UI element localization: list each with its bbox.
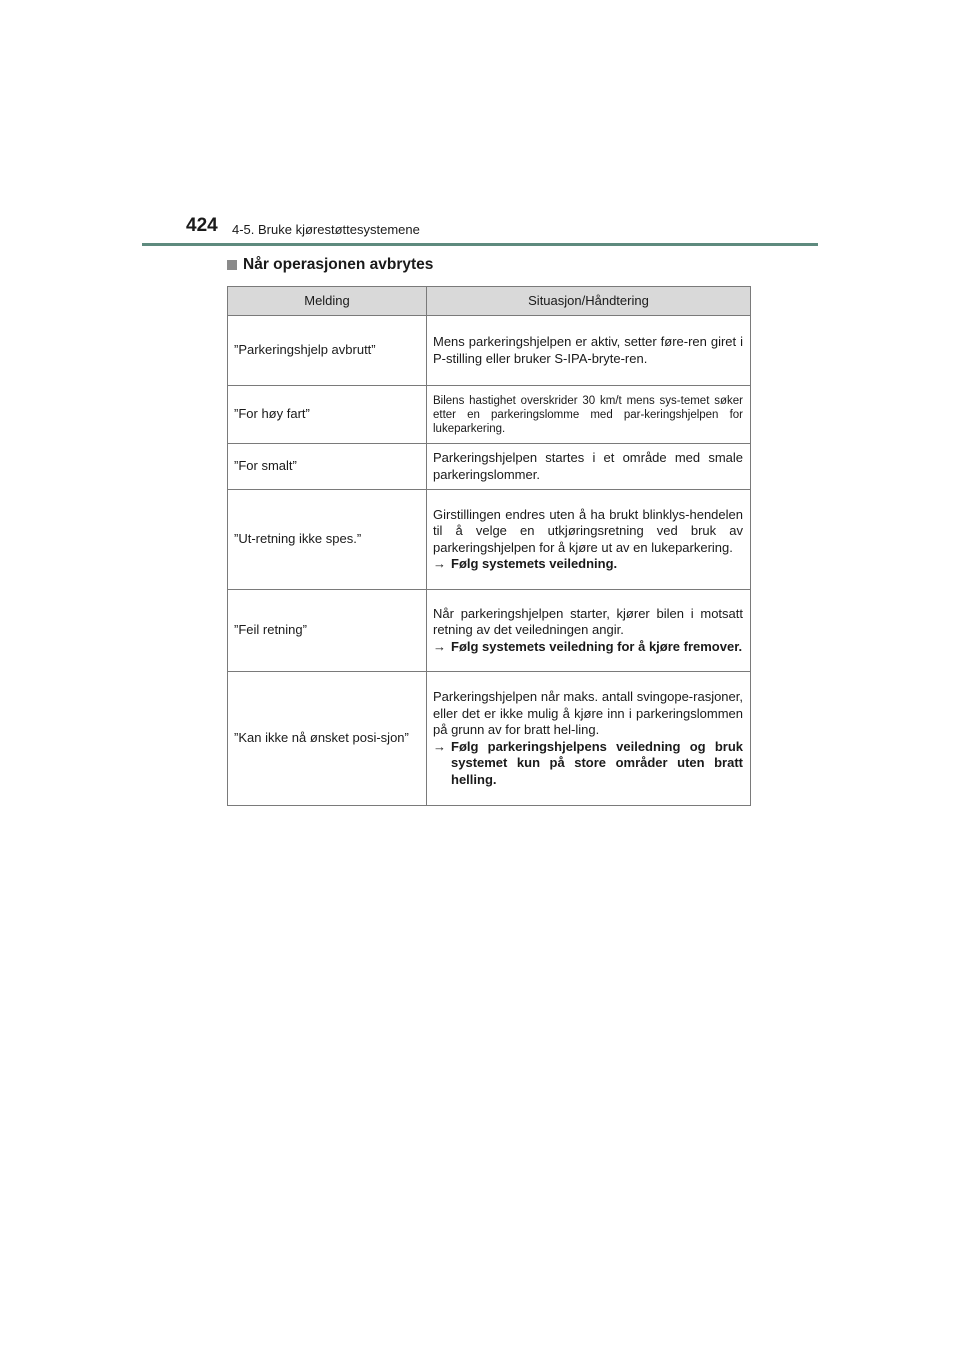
- row-description: Bilens hastighet overskrider 30 km/t mens sys-temet søker etter en parkeringslomme med par-keringshjelpen for lukeparkering.: [427, 386, 751, 444]
- bullet-square-icon: [227, 260, 237, 270]
- row-message: ”For smalt”: [228, 444, 427, 490]
- row-message: ”Parkeringshjelp avbrutt”: [228, 316, 427, 386]
- message-table: [227, 286, 751, 806]
- row-action: [433, 556, 743, 573]
- row-description-cell: [427, 590, 751, 672]
- row-description: Parkeringshjelpen startes i et område med smale parkeringslommer.: [427, 444, 751, 490]
- section-title: 4-5. Bruke kjørestøttesystemene: [232, 222, 420, 237]
- row-action: [433, 639, 743, 656]
- subheading: [227, 255, 433, 275]
- row-description-cell: [427, 490, 751, 590]
- column-header-situation: Situasjon/Håndtering: [427, 287, 751, 316]
- table-row: [228, 590, 751, 672]
- row-action-text: Følg systemets veiledning.: [451, 556, 618, 571]
- row-description: Girstillingen endres uten å ha brukt blinklys-hendelen til å velge en utkjøringsretning ved bruk av parkeringshjelpen for å kjøre ut av en lukeparkering.: [433, 506, 743, 555]
- row-description-cell: [427, 672, 751, 806]
- arrow-right-icon: →: [433, 556, 446, 571]
- row-message: ”Ut-retning ikke spes.”: [228, 490, 427, 590]
- subheading-text: Når operasjonen avbrytes: [243, 256, 434, 273]
- row-message: ”Feil retning”: [228, 590, 427, 672]
- table-row: [228, 316, 751, 386]
- header-rule: [142, 243, 818, 246]
- row-message: ”Kan ikke nå ønsket posi-sjon”: [228, 672, 427, 806]
- row-action: [433, 739, 743, 789]
- row-action-text: Følg parkeringshjelpens veiledning og bruk systemet kun på store områder uten bratt helling.: [451, 738, 743, 787]
- row-description: Parkeringshjelpen når maks. antall svingope-rasjoner, eller det er ikke mulig å kjøre inn i parkeringslommen på grunn av for bratt hel-ling.: [433, 689, 743, 737]
- row-description: Mens parkeringshjelpen er aktiv, setter føre-ren giret i P-stilling eller bruker S-IPA-bryte-ren.: [427, 316, 751, 386]
- row-action-text: Følg systemets veiledning for å kjøre fremover.: [451, 638, 743, 654]
- arrow-right-icon: →: [433, 638, 446, 654]
- column-header-message: Melding: [228, 287, 427, 316]
- row-message: ”For høy fart”: [228, 386, 427, 444]
- table-row: [228, 490, 751, 590]
- arrow-right-icon: →: [433, 738, 446, 754]
- table-row: [228, 444, 751, 490]
- table-header-row: [228, 287, 751, 316]
- table-row: [228, 672, 751, 806]
- row-description: Når parkeringshjelpen starter, kjører bilen i motsatt retning av det veiledningen angir.: [433, 605, 743, 638]
- page-number: 424: [186, 215, 218, 236]
- table-row: [228, 386, 751, 444]
